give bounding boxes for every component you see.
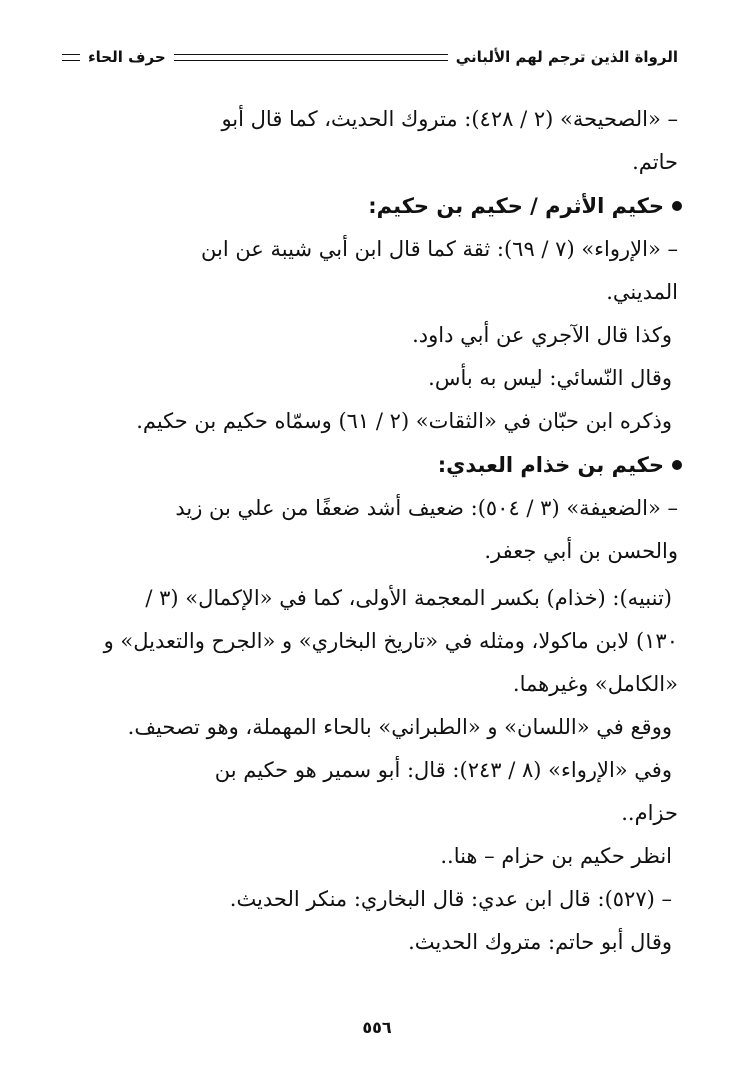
- bullet-icon: [672, 460, 682, 470]
- text-line: وكذا قال الآجري عن أبي داود.: [412, 323, 672, 347]
- header-mark: [62, 54, 80, 61]
- bullet-icon: [672, 201, 682, 211]
- text-line: – «الضعيفة» (٣ / ٥٠٤): ضعيف أشد ضعفًا من علي بن زيد: [175, 496, 678, 520]
- text-line: والحسن بن أبي جعفر.: [484, 539, 678, 563]
- text-line: (تنبيه): (خذام) بكسر المعجمة الأولى، كما في «الإكمال» (٣ /: [145, 586, 672, 610]
- header-rule: [174, 54, 448, 61]
- text-line: حزام..: [621, 801, 678, 825]
- entry-heading: حكيم بن خذام العبدي:: [76, 443, 682, 487]
- page-content: [76, 98, 678, 964]
- text-line: – «الصحيحة» (٢ / ٤٢٨): متروك الحديث، كما قال أبو: [221, 107, 678, 131]
- text-line: وقال النّسائي: ليس به بأس.: [428, 366, 672, 390]
- text-line: حاتم.: [632, 150, 678, 174]
- text-line: وفي «الإرواء» (٨ / ٢٤٣): قال: أبو سمير هو حكيم بن: [214, 758, 672, 782]
- page-number: ٥٥٦: [362, 1018, 392, 1037]
- running-header: [62, 44, 678, 70]
- text-line: ١٣٠) لابن ماكولا، ومثله في «تاريخ البخاري» و «الجرح والتعديل» و: [103, 629, 678, 653]
- text-line: «الكامل» وغيرهما.: [512, 672, 678, 696]
- entry-heading: حكيم الأثرم / حكيم بن حكيم:: [76, 184, 682, 228]
- text-line: وذكره ابن حبّان في «الثقات» (٢ / ٦١) وسمّاه حكيم بن حكيم.: [136, 409, 672, 433]
- book-title: الرواة الذين ترجم لهم الألباني: [455, 48, 678, 66]
- text-line: – «الإرواء» (٧ / ٦٩): ثقة كما قال ابن أبي شيبة عن ابن: [200, 237, 678, 261]
- text-line: انظر حكيم بن حزام – هنا..: [440, 844, 672, 868]
- text-line: – (٥٢٧): قال ابن عدي: قال البخاري: منكر الحديث.: [229, 887, 672, 911]
- chapter-title: حرف الحاء: [88, 48, 166, 66]
- text-line: ووقع في «اللسان» و «الطبراني» بالحاء المهملة، وهو تصحيف.: [127, 715, 672, 739]
- text-line: وقال أبو حاتم: متروك الحديث.: [408, 930, 672, 954]
- text-line: المديني.: [606, 280, 678, 304]
